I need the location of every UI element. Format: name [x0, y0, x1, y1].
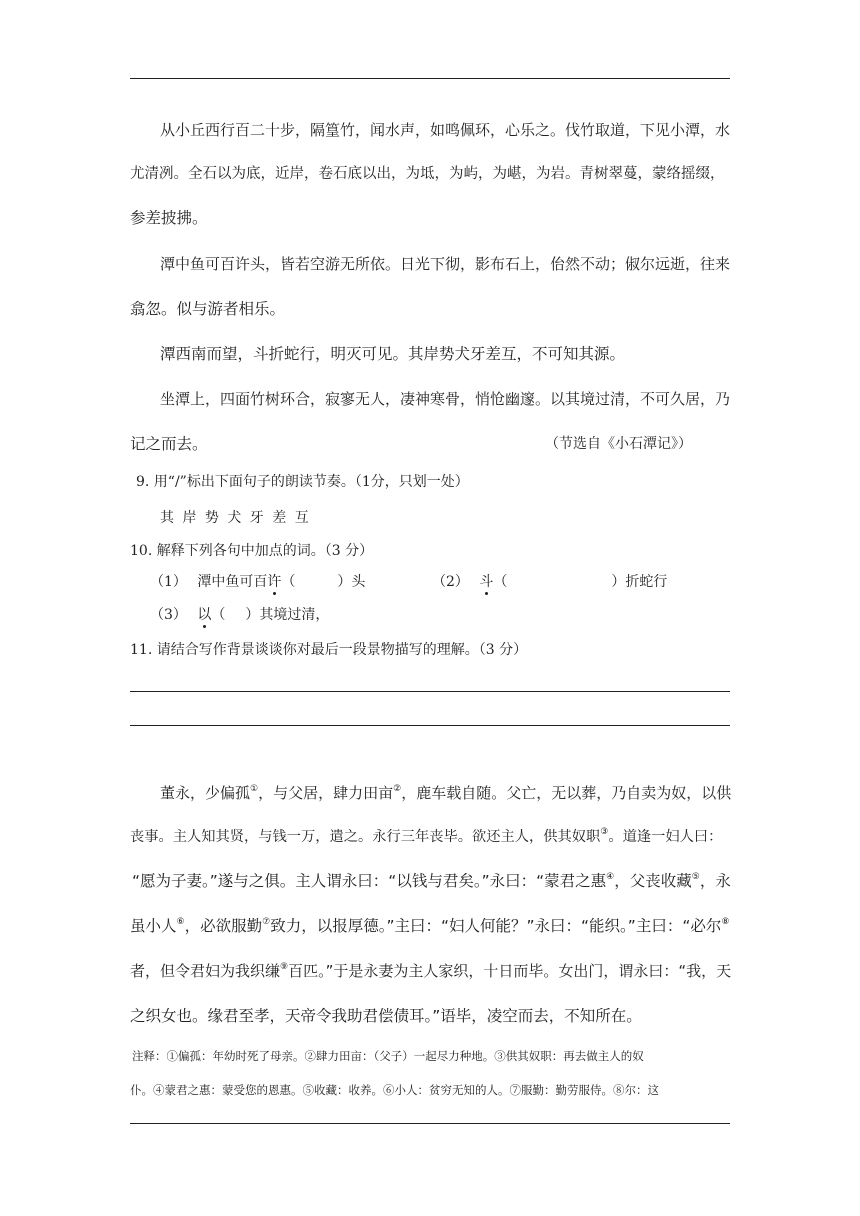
- bottom-rule: [130, 1123, 730, 1124]
- passage2-line3: [132, 870, 732, 892]
- passage2-line5: [130, 960, 730, 982]
- passage1-para3-line1: 潭西南而望，斗折蛇行，明灭可见。其岸势犬牙差互，不可知其源。: [160, 345, 626, 363]
- passage2-text: ，与父居，肆力田亩: [258, 784, 394, 802]
- footnote-marker: ②: [393, 784, 402, 794]
- notes-line-1: 注释：①偏孤：年幼时死了母亲。②肆力田亩：（父子）一起尽力种地。③供其奴职：再去做主人的奴: [132, 1049, 644, 1063]
- footnote-marker: ①: [250, 784, 259, 794]
- passage2-text: 者，但令君妇为我织缣: [130, 962, 281, 980]
- footnote-marker: ④: [606, 872, 615, 882]
- passage2-text: 。道逢一妇人曰：: [608, 829, 723, 845]
- passage1-para4-line1: 坐潭上，四面竹树环合，寂寥无人，凄神寒骨，悄怆幽邃。以其境过清，不可久居，乃: [160, 390, 731, 408]
- answer-line-1[interactable]: [130, 691, 730, 692]
- item-1-suffix: ）头: [337, 574, 366, 590]
- passage2-line6: 之织女也。缘君至孝，天帝令我助君偿债耳。”语毕，凌空而去，不知所在。: [130, 1007, 642, 1025]
- item-2-dotted-word: 斗: [479, 574, 494, 590]
- question-11: 11. 请结合写作背景谈谈你对最后一段景物描写的理解。（3 分）: [130, 642, 528, 658]
- question-10-item-3: [150, 605, 450, 625]
- notes-line-2: 仆。④蒙君之惠：蒙受您的恩惠。⑤收藏：收养。⑥小人：贫穷无知的人。⑦服勤：勤劳服侍。⑧尔：这: [130, 1083, 659, 1097]
- top-rule: [130, 78, 730, 79]
- footnote-marker: ⑨: [280, 962, 289, 972]
- answer-line-2[interactable]: [130, 725, 730, 726]
- passage2-line1: [160, 782, 730, 804]
- passage2-text: ，必欲服勤: [184, 917, 263, 935]
- passage1-para4-line2: 记之而去。: [130, 435, 208, 453]
- footnote-marker: ⑦: [262, 917, 271, 927]
- footnote-marker: ⑧: [721, 917, 730, 927]
- passage2-text: 百匹。”于是永妻为主人家织，十日而毕。女出门，谓永曰：“我，天: [288, 962, 732, 980]
- passage1-para1-line1: 从小丘西行百二十步，隔篁竹，闻水声，如鸣佩环，心乐之。伐竹取道，下见小潭，水: [160, 121, 731, 139]
- passage1-para1-line3: 参差披拂。: [130, 209, 208, 227]
- passage2-text: ，永: [699, 872, 731, 890]
- passage1-para1-line2: 尤清冽。全石以为底，近岸，卷石底以出，为坻，为屿，为嵁，为岩。青树翠蔓，蒙络摇缀，: [130, 166, 725, 182]
- item-1-number: （1）: [150, 574, 187, 590]
- passage2-line4: [130, 915, 730, 937]
- question-9: 9. 用“/”标出下面句子的朗读节奏。（1分，只划一处）: [136, 474, 469, 490]
- item-2-number: （2）: [432, 574, 469, 590]
- passage2-text: 丧事。主人知其贤，与钱一万，遣之。永行三年丧毕。欲还主人，供其奴职: [130, 829, 601, 845]
- item-2-open-paren: （: [493, 574, 508, 590]
- item-3-suffix: ）其境过清，: [245, 607, 330, 623]
- passage2-text: ，鹿车载自随。父亡，无以葬，乃自卖为奴，以供: [401, 784, 732, 802]
- passage2-text: “愿为子妻。”遂与之俱。主人谓永曰：“以钱与君矣。”永曰：“蒙君之惠: [132, 872, 607, 890]
- item-3-open-paren: （: [211, 607, 226, 623]
- item-3-number: （3）: [150, 607, 187, 623]
- footnote-marker: ③: [600, 827, 609, 837]
- passage1-para2-line2: 翕忽。似与游者相乐。: [130, 300, 286, 318]
- passage2-text: 虽小人: [130, 917, 177, 935]
- question-10-item-1: [150, 572, 380, 592]
- passage2-text: ，父丧收藏: [614, 872, 692, 890]
- passage2-text: 致力，以报厚德。”主曰：“妇人何能？”永曰：“能织。”主曰：“必尔: [270, 917, 722, 935]
- question-10-item-2: [432, 572, 730, 592]
- passage2-line2: [130, 826, 730, 848]
- passage1-para2-line1: 潭中鱼可百许头，皆若空游无所依。日光下彻，影布石上，佁然不动；俶尔远逝，往来: [160, 255, 731, 273]
- footnote-marker: ⑤: [691, 872, 700, 882]
- item-1-prefix: 潭中鱼可百: [197, 574, 268, 590]
- item-3-dotted-word: 以: [197, 607, 212, 623]
- item-2-suffix: ）折蛇行: [611, 574, 668, 590]
- item-1-open-paren: （: [281, 574, 296, 590]
- passage1-source: （节选自《小石潭记》）: [545, 436, 692, 452]
- item-1-dotted-word: 许: [267, 574, 282, 590]
- footnote-marker: ⑥: [176, 917, 185, 927]
- question-9-sentence: 其 岸 势 犬 牙 差 互: [160, 510, 309, 526]
- passage2-text: 董永，少偏孤: [160, 784, 251, 802]
- question-10: 10. 解释下列各句中加点的词。（3 分）: [130, 543, 374, 559]
